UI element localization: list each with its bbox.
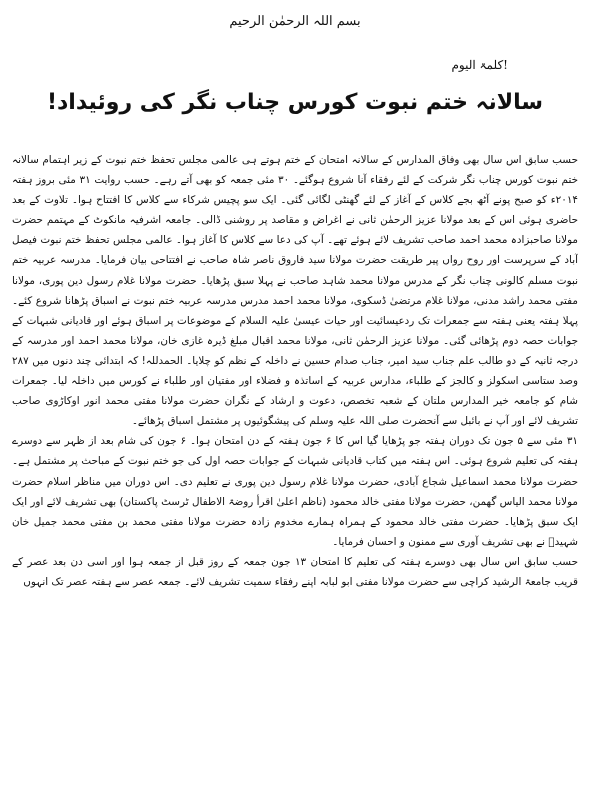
paragraph: حسب سابق اس سال بھی وفاق المدارس کے سالانہ امتحان کے ختم ہوتے ہی عالمی مجلس تحفظ ختم نبوت کے زیر اہتمام سالانہ ختم نبوت کورس چناب نگر شرکت کے لئے رفقاء آنا شروع ہوگئے۔ ۳۰ مئی جمعہ کو بھی آتے رہے۔ حسب روایت ۳۱ مئی بروز ہفتہ ۲۰۱۴ء کو صبح پونے آٹھ بجے کلاس کے آغاز کے لئے گھنٹی لگائی گئی۔ ایک سو پچیس شرکاء سے کلاس کا افتتاح ہوا۔ تلاوت کے بعد حاضری ہوئی اس کے بعد مولانا عزیز الرحمٰن ثانی نے اغراض و مقاصد پر روشنی ڈالی۔ جامعہ اشرفیہ مانکوٹ کے مہتمم حضرت مولانا صاحبزادہ محمد احمد صاحب تشریف لائے ہوئے تھے۔ آپ کی دعا سے کلاس کا آغاز ہوا۔ عالمی مجلس تحفظ ختم نبوت فیصل آباد کے سرپرست اور روح رواں پیر طریقت حضرت مولانا سید فاروق ناصر شاہ صاحب نے افتتاحی بیان فرمایا۔ مدرسہ عربیہ ختم نبوت مسلم کالونی چناب نگر کے مدرس مولانا محمد شاہد صاحب نے پہلا سبق پڑھایا۔ حضرت مولانا غلام رسول دین پوری، مولانا مفتی محمد راشد مدنی، مولانا غلام مرتضیٰ ڈسکوی، مولانا محمد احمد مدرس مدرسہ عربیہ ختم نبوت نے اسباق پڑھانا شروع کئے۔ پہلا ہفتہ یعنی ہفتہ سے جمعرات تک ردعیسائیت اور حیات عیسیٰ علیہ السلام کے موضوعات پر اسباق ہوئے اور قادیانی شبہات کے جوابات حصہ دوم پڑھائی گئی۔ مولانا عزیز الرحمٰن ثانی، مولانا محمد اقبال مبلغ ڈیرہ غازی خان، مولانا محمد احمد اور مدرسہ کے درجہ ثانیہ کے دو طالب علم جناب سید امیر، جناب صدام حسین نے داخلہ کے نظم کو چلایا۔ الحمدللہ! کہ ابتدائی چند دنوں میں ۲۸۷ وصد ستاسی اسکولز و کالجز کے طلباء، مدارس عربیہ کے اساتذہ و فضلاء اور مفتیان اور طلباء نے کورس میں داخلہ لیا۔ جمعرات شام کو جامعہ خیر المدارس ملتان کے شعبہ تخصص، دعوت و ارشاد کے نگران حضرت مولانا مفتی محمد انور اوکاڑوی صاحب تشریف لائے اور آپ نے بائبل سے آنحضرت صلی اللہ علیہ وسلم کی پیشگوئیوں پر مشتمل اسباق پڑھائے۔	[12, 154, 578, 428]
paragraph: حسب سابق اس سال بھی دوسرے ہفتہ کی تعلیم کا امتحان ۱۳ جون جمعہ کے روز قبل از جمعہ ہوا اور اسی دن بعد عصر کے قریب جامعۃ الرشید کراچی سے حضرت مولانا مفتی ابو لبابہ اپنے رفقاء سمیت تشریف لائے۔ جمعہ عصر سے ہفتہ عصر تک انہوں	[12, 555, 578, 588]
column-label: کلمۃ الیوم!	[451, 58, 508, 72]
article-body	[12, 150, 578, 792]
bismillah-heading: بسم اللہ الرحمٰن الرحیم	[229, 14, 361, 29]
paragraph: ۳۱ مئی سے ۵ جون تک دوران ہفتہ جو پڑھایا گیا اس کا ۶ جون ہفتہ کے دن امتحان ہوا۔ ۶ جون کی شام بعد از ظہر سے دوسرے ہفتہ کی تعلیم شروع ہوئی۔ اس ہفتہ میں کتاب قادیانی شبہات کے جوابات حصہ اول کی جو ختم نبوت کے مباحث پر مشتمل ہے۔ حضرت مولانا محمد اسماعیل شجاع آبادی، حضرت مولانا غلام رسول دین پوری نے تعلیم دی۔ اس دوران میں مناظر اسلام حضرت مولانا محمد الیاس گھمن، حضرت مولانا مفتی خالد محمود (ناظم اعلیٰ اقرأ روضۃ الاطفال ٹرسٹ پاکستان) بھی تشریف لائے اور ایک ایک سبق پڑھایا۔ حضرت مفتی خالد محمود کے ہمراہ ہمارے مخدوم زادہ حضرت مولانا مفتی محمد بن مفتی محمد جمیل خان شہیدؒ نے بھی تشریف آوری سے ممنون و احسان فرمایا۔	[12, 435, 578, 548]
article-title: سالانہ ختم نبوت کورس چناب نگر کی روئیداد!	[46, 90, 544, 115]
